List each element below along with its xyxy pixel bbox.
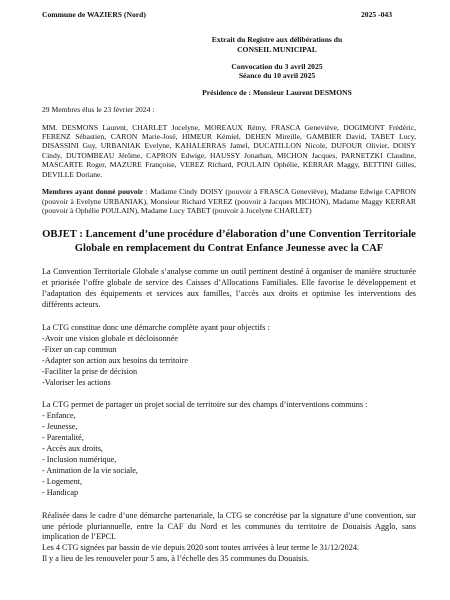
- commune-name: Commune de WAZIERS (Nord): [42, 10, 146, 19]
- objectives-list: [42, 334, 416, 389]
- session-date: Séance du 10 avril 2025: [238, 70, 316, 80]
- closing-section: [42, 511, 416, 566]
- deliberation-body: [42, 267, 416, 565]
- proxy-label: Membres ayant donné pouvoir: [42, 187, 144, 197]
- list-item: -Faciliter la prise de décision: [42, 366, 138, 376]
- list-item: - Handicap: [42, 487, 79, 497]
- extract-block: [138, 35, 416, 97]
- proxy-members: [42, 187, 416, 215]
- intro-paragraph: La Convention Territoriale Globale s’analyse comme un outil pertinent destiné à organiser de manière structurée et priorisée l’offre globale de service des Caisses d’Allocations Familiales. Elle favorise le développement et l’adaptation des équipements et services aux familles, l’accès aux droits et optimise les interventions des différents acteurs.: [42, 267, 416, 310]
- fields-section: [42, 400, 416, 498]
- subject-heading: OBJET : Lancement d’une procédure d’élaboration d’une Convention Territoriale Globale en remplacement du Contrat Enfance Jeunesse avec la CAF: [42, 228, 416, 254]
- extract-title: Extrait du Registre aux délibérations du: [211, 35, 343, 45]
- closing-paragraph: Les 4 CTG signées par bassin de vie depuis 2020 sont toutes arrivées à leur terme le 31/12/2024.: [42, 543, 359, 553]
- list-item: -Valoriser les actions: [42, 377, 111, 387]
- list-item: - Enfance,: [42, 411, 76, 421]
- list-item: - Parentalité,: [42, 433, 84, 443]
- fields-lead: La CTG permet de partager un projet social de territoire sur des champs d’interventions communs :: [42, 400, 368, 410]
- presidency: Présidence de : Monsieur Laurent DESMONS: [202, 87, 352, 97]
- list-item: -Avoir une vision globale et décloisonnée: [42, 333, 179, 343]
- members-list: MM. DESMONS Laurent, CHARLET Jocelyne, MOREAUX Rémy, FRASCA Geneviève, DOGIMONT Frédéric, FERENZ Sébastien, CARON Marie-José, HIMEUR Kémiel, DEHEN Mireille, GAMBIER David, TABET Lucy, DISASSINI Guy, URBANIAK Evelyne, KAHALERRAS Jamel, DUCATILLON Nicole, DUFOUR Olivier, DOISY Cindy, DUTOMBEAU Jérôme, CAPRON Edwige, HAUSSY Jonathan, MICHON Jacques, PARNETZKI Claudine, MASCARTE Roger, MAZURE Françoise, VEREZ Richard, POULAIN Ophélie, KERRAR Maggy, BETTINI Gilles, DEVILLE Doriane.: [42, 122, 416, 179]
- members-count: 29 Membres élus le 23 février 2024 :: [42, 105, 155, 115]
- list-item: -Adapter son action aux besoins du territoire: [42, 355, 188, 365]
- closing-paragraph: Réalisée dans le cadre d’une démarche partenariale, la CTG se concrétise par la signature d’une convention, sur une période pluriannuelle, entre la CAF du Nord et les communes du territoire de Douaisis Agglo, sans implication de l’EPCI.: [42, 510, 416, 542]
- list-item: - Inclusion numérique,: [42, 455, 117, 464]
- fields-list: [42, 411, 416, 498]
- objectives-section: [42, 323, 416, 388]
- council-name: CONSEIL MUNICIPAL: [237, 44, 317, 54]
- objectives-lead: La CTG constitue donc une démarche complète ayant pour objectifs :: [42, 323, 270, 333]
- list-item: - Jeunesse,: [42, 422, 78, 432]
- document-header: [42, 10, 416, 19]
- deliberation-reference: 2025 -043: [360, 10, 392, 19]
- list-item: - Accès aux droits,: [42, 444, 103, 454]
- convocation-date: Convocation du 3 avril 2025: [231, 61, 323, 71]
- proxy-text: : Madame Cindy DOISY (pouvoir à FRASCA Geneviève), Madame Edwige CAPRON (pouvoir à Evelyne URBANIAK), Monsieur Richard VEREZ (pouvoir à Jacques MICHON), Madame Maggy KERRAR (pouvoir à Ophélie POULAIN), Madame Lucy TABET (pouvoir à Jocelyne CHARLET): [42, 187, 416, 216]
- list-item: -Fixer un cap commun: [42, 344, 117, 354]
- list-item: - Animation de la vie sociale,: [42, 465, 138, 475]
- closing-paragraph: Il y a lieu de les renouveler pour 5 ans, à l’échelle des 35 communes du Douaisis.: [42, 554, 309, 564]
- list-item: - Logement,: [42, 476, 83, 486]
